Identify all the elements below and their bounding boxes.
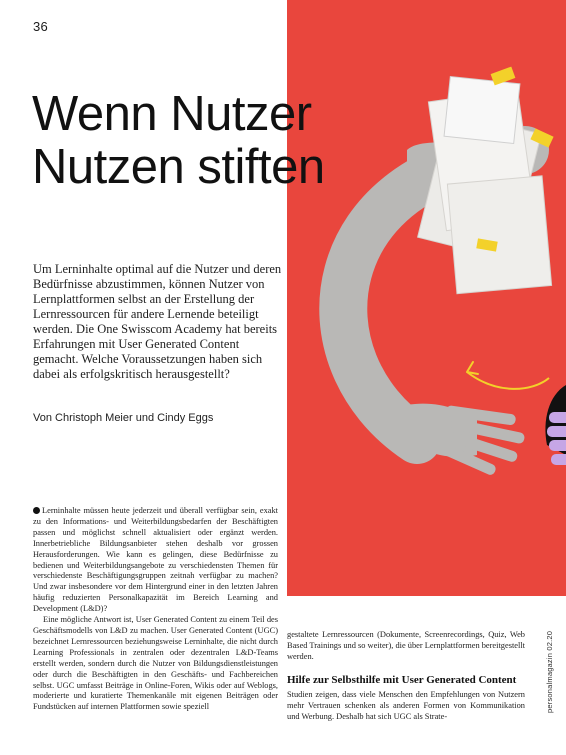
body-column-right-top: gestaltete Lernressourcen (Dokumente, Screenrecordings, Quiz, Web Based Trainings und so weiter), die über Lernplattformen bereitgestellt werden. — [287, 630, 525, 661]
author-byline: Von Christoph Meier und Cindy Eggs — [33, 412, 214, 424]
body-column-left — [33, 506, 278, 713]
body-column-right-bottom: Studien zeigen, dass viele Menschen den Empfehlungen von Nutzern mehr Vertrauen schenken als anderen Formen von Kommunikation und Werbung. Deshalb hat sich UGC als Strate- — [287, 690, 525, 721]
body-paragraph — [33, 506, 278, 615]
section-subhead: Hilfe zur Selbsthilfe mit User Generated Content — [287, 674, 517, 686]
headline-line-2: Nutzen stiften — [32, 140, 325, 194]
body-paragraph-1: Lerninhalte müssen heute jederzeit und überall verfügbar sein, exakt zu den Informations- und Weiterbildungsbedarfen der Beschäftigten passen und möglichst schnell aktualisiert oder ergänzt werden. Innerbetriebliche Bildungsanbieter stehen deshalb vor grossen Herausforderungen. Wie kann es gelingen, diese Bedürfnisse zu bedienen und Weiterbildungsangebote zu verschiedensten Themen für verschiedenste Beschäftigungsgruppen zeitnah verfügbar zu machen? Und zwar insbesondere vor dem Hintergrund einer in den letzten Jahren häufig reduzierten Personalkapazität im Bereich Learning and Development (L&D)? — [33, 506, 278, 614]
page-number: 36 — [33, 19, 49, 34]
lead-paragraph: Um Lerninhalte optimal auf die Nutzer und deren Bedürfnisse abzustimmen, können Nutzer von Lernplattformen selbst an der Erstellung der Lernressourcen für andere Lernende beteiligt werden. Die One Swisscom Academy hat bereits Erfahrungen mit User Generated Content gemacht. Welche Voraussetzungen haben sich dabei als erfolgskritisch herausgestellt? — [33, 262, 282, 381]
magazine-issue-label: personalmagazin 02.20 — [545, 630, 554, 713]
bullet-dot-icon — [33, 507, 40, 514]
headline-line-1: Wenn Nutzer — [32, 87, 312, 141]
article-headline — [32, 88, 432, 194]
body-paragraph-2: Eine mögliche Antwort ist, User Generated Content zu einem Teil des Geschäftsmodells von L&D zu machen. User Generated Content (UGC) bezeichnet Lernressourcen beziehungsweise Lerninhalte, die nicht durch Learning Professionals in zentralen oder dezentralen L&D-Teams erstellt werden, sondern durch die Nutzer von Bildungsdienstleistungen oder durch die Beschäftigten in den Geschäfts- und Fachbereichen selbst. UGC umfasst Beiträge in Online-Foren, Wikis oder auf Weblogs, moderierte und kuratierte Themenkanäle mit eigenen Beiträgen oder Fundstücken auf internen Plattformen sowie speziell — [33, 615, 278, 712]
